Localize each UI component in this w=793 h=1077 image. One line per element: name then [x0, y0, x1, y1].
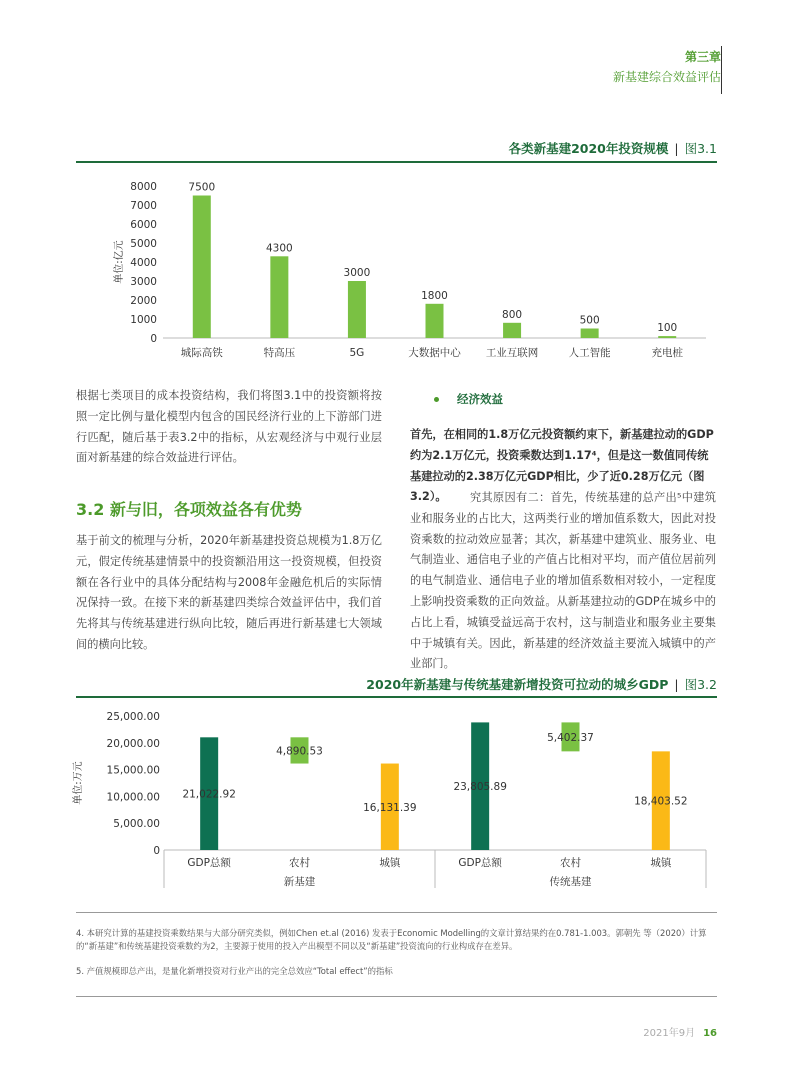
x-tick-label: 农村: [289, 857, 310, 869]
chapter-label: 第三章: [684, 50, 721, 64]
bar-value-label: 5,402.37: [547, 731, 594, 744]
x-tick-label: 工业互联网: [485, 347, 539, 359]
x-tick-label: 人工智能: [568, 347, 611, 359]
figure-3-1-rule: [76, 161, 717, 163]
figure-title-text: 各类新基建2020年投资规模: [508, 141, 669, 156]
y-tick-label: 4000: [130, 257, 157, 269]
figure-title-text: 2020年新基建与传统基建新增投资可拉动的城乡GDP: [366, 677, 669, 692]
bar-value-label: 4300: [265, 242, 293, 255]
bullet-dot-icon: [434, 397, 439, 402]
footer-date: 2021年9月: [643, 1028, 696, 1039]
y-tick-label: 10,000.00: [106, 791, 160, 804]
bar-value-label: 21,022.92: [182, 788, 236, 801]
paragraph-key-finding: 首先，在相同的1.8万亿元投资额约束下，新基建拉动的GDP约为2.1万亿元，投资乘数达到1.17⁴，但是这一数值同传统基建拉动的2.38万亿元GDP相比，少了近0.28万亿元（图3.2）。: [410, 428, 714, 504]
paragraph-intro: 根据七类项目的成本投资结构，我们将图3.1中的投资额将按照一定比例与量化模型内包含的国民经济行业的上下游部门进行匹配，随后基于表3.2中的指标，从宏观经济与中观行业层面对新基建的综合效益进行评估。: [76, 389, 382, 465]
y-tick-label: 7000: [130, 200, 157, 212]
bar-value-label: 16,131.39: [363, 801, 417, 814]
footnote-rule: [76, 912, 717, 913]
group-label: 传统基建: [549, 876, 592, 888]
y-tick-label: 20,000.00: [106, 737, 160, 750]
y-tick-label: 25,000.00: [106, 711, 160, 723]
bar-value-label: 100: [657, 322, 678, 335]
page-footer: [643, 1024, 717, 1039]
bar-1: [270, 256, 288, 338]
y-axis-label: 单位:亿元: [114, 240, 125, 284]
bar-5: [581, 329, 599, 339]
bar-value-label: 3000: [343, 267, 371, 279]
y-tick-label: 1000: [130, 314, 157, 326]
bar-4: [503, 323, 521, 338]
bar-value-label: 800: [502, 308, 523, 321]
bar-2: [348, 281, 366, 338]
bar-3: [426, 304, 444, 338]
bar-value-label: 1800: [421, 289, 448, 302]
x-tick-label: 充电桩: [651, 347, 683, 359]
y-tick-label: 15,000.00: [106, 764, 160, 777]
chart-gdp-urban-rural: [73, 704, 717, 898]
header-divider: [721, 46, 722, 94]
figure-3-2-title: [366, 675, 717, 693]
footnote-5: 5. 产值规模即总产出，是量化新增投资对行业产出的完全总效应“Total effect”的指标: [76, 966, 393, 976]
figure-3-2-rule: [76, 696, 717, 698]
bullet-economic-benefit: [434, 391, 503, 407]
paragraph-comparison: 基于前文的梳理与分析，2020年新基建投资总规模为1.8万亿元，假定传统基建情景中的投资额沿用这一投资规模，但投资额在各行业中的具体分配结构与2008年金融危机后的实际情况保持一致。在接下来的新基建四类综合效益评估中，我们首先将其与传统基建进行纵向比较，随后再进行新基建七大领域间的横向比较。: [76, 534, 382, 651]
x-tick-label: 城镇: [650, 857, 672, 869]
x-tick-label: GDP总额: [187, 857, 231, 869]
page-number: 16: [703, 1028, 717, 1039]
x-tick-label: 城镇: [379, 857, 401, 869]
figure-title-separator: |: [674, 677, 679, 692]
x-tick-label: 大数据中心: [408, 347, 461, 359]
y-tick-label: 3000: [130, 276, 157, 288]
bar-6: [658, 336, 676, 338]
bar-value-label: 4,890.53: [276, 745, 323, 758]
bar-value-label: 7500: [188, 181, 216, 194]
figure-title-separator: |: [674, 141, 679, 156]
x-tick-label: 城际高铁: [180, 347, 223, 359]
section-heading-3-2: 3.2 新与旧，各项效益各有优势: [76, 500, 302, 519]
figure-number: 图3.2: [684, 677, 717, 692]
chart-investment-scale: [76, 168, 717, 368]
chapter-header: [613, 48, 721, 85]
bar-value-label: 18,403.52: [634, 795, 688, 808]
group-label: 新基建: [283, 876, 316, 888]
x-tick-label: GDP总额: [458, 857, 502, 869]
bar-value-label: 23,805.89: [453, 781, 507, 794]
footnote-4: 4. 本研究计算的基建投资乘数结果与大部分研究类似，例如Chen et.al (2016) 发表于Economic Modelling的文章计算结果约在0.781-1.003。郭朝先 等（2020）计算的“新基建”和传统基建投资乘数约为2，主要源于使用的投入产出模型不同以及“新基建”投资流向的行业构成存在差异。: [76, 928, 707, 951]
figure-3-1-title: [509, 139, 717, 157]
paragraph-reasons: 究其原因有二：首先，传统基建的总产出⁵中建筑业和服务业的占比大，这两类行业的增加值系数大，因此对投资乘数的拉动效应显著；其次，新基建中建筑业、服务业、电气制造业、通信电子业的产值占比相对平均，而产值位居前列的电气制造业、通信电子业的增加值系数相对较小，一定程度上影响投资乘数的正向效益。从新基建拉动的GDP在城乡中的占比上看，城镇受益远高于农村，这与制造业和服务业主要集中于城镇有关。因此，新基建的经济效益主要流入城镇中的产业部门。: [410, 491, 716, 671]
y-tick-label: 0: [150, 333, 157, 345]
y-tick-label: 2000: [130, 295, 157, 307]
x-tick-label: 5G: [349, 347, 365, 359]
y-tick-label: 6000: [130, 219, 157, 231]
y-tick-label: 0: [153, 845, 160, 857]
x-tick-label: 特高压: [263, 347, 296, 359]
y-tick-label: 5,000.00: [113, 818, 160, 831]
bar-0: [193, 196, 211, 339]
bar-value-label: 500: [579, 314, 600, 327]
y-tick-label: 5000: [130, 238, 157, 250]
figure-number: 图3.1: [684, 141, 717, 156]
y-axis-label: 单位:万元: [73, 761, 84, 805]
chapter-subtitle: 新基建综合效益评估: [612, 70, 721, 84]
footer-rule: [76, 996, 717, 997]
y-tick-label: 8000: [130, 181, 157, 193]
x-tick-label: 农村: [560, 857, 581, 869]
bullet-label: 经济效益: [457, 392, 503, 406]
